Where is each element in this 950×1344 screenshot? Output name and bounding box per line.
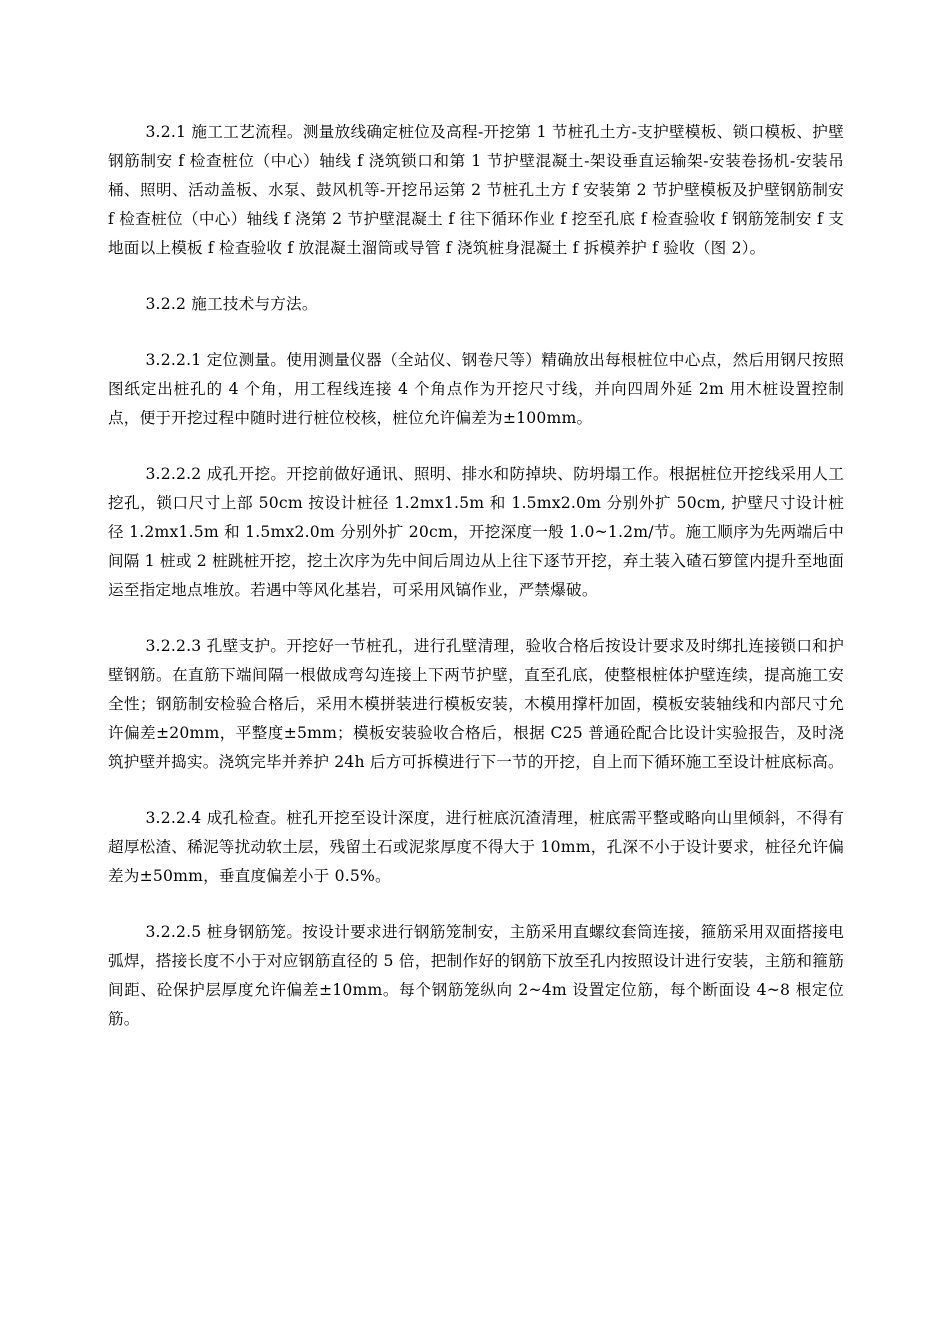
paragraph-3-2-2-heading: 3.2.2 施工技术与方法。 <box>145 295 318 313</box>
paragraph-3-2-2-4-hole-inspection: 3.2.2.4 成孔检查。桩孔开挖至设计深度，进行桩底沉渣清理，桩底需平整或略向山里倾斜，不得有超厚松渣、稀泥等扰动软土层，残留土石或泥浆厚度不得大于 10mm，孔深不小于设计要求，桩径允许偏差为±50mm，垂直度偏差小于 0.5%。 <box>108 809 844 885</box>
paragraph-3-2-2-5-rebar-cage: 3.2.2.5 桩身钢筋笼。按设计要求进行钢筋笼制安，主筋采用直螺纹套筒连接，箍筋采用双面搭接电弧焊，搭接长度不小于对应钢筋直径的 5 倍，把制作好的钢筋下放至孔内按照设计进行安装，主筋和箍筋间距、砼保护层厚度允许偏差±10mm。每个钢筋笼纵向 2~4m 设置定位筋，每个断面设 4~8 根定位筋。 <box>108 923 844 1028</box>
paragraph-3-2-2-3-wall-support: 3.2.2.3 孔壁支护。开挖好一节桩孔，进行孔壁清理，验收合格后按设计要求及时绑扎连接锁口和护壁钢筋。在直筋下端间隔一根做成弯勾连接上下两节护壁，直至孔底，使整根桩体护壁连续，提高施工安全性；钢筋制安检验合格后，采用木模拼装进行模板安装，木模用撑杆加固，模板安装轴线和内部尺寸允许偏差±20mm，平整度±5mm；模板安装验收合格后，根据 C25 普通砼配合比设计实验报告，及时浇筑护壁并捣实。浇筑完毕并养护 24h 后方可拆模进行下一节的开挖，自上而下循环施工至设计桩底标高。 <box>108 637 844 771</box>
document-body <box>108 118 844 1061</box>
paragraph-3-2-1-process-flow: 3.2.1 施工工艺流程。测量放线确定桩位及高程-开挖第 1 节桩孔土方-支护壁模板、锁口模板、护壁钢筋制安 f 检查桩位（中心）轴线 f 浇筑锁口和第 1 节护壁混凝土-架设垂直运输架-安装卷扬机-安装吊桶、照明、活动盖板、水泵、鼓风机等-开挖吊运第 2 节桩孔土方 f 安装第 2 节护壁模板及护壁钢筋制安 f 检查桩位（中心）轴线 f 浇第 2 节护壁混凝土 f 往下循环作业 f 挖至孔底 f 检查验收 f 钢筋笼制安 f 支地面以上模板 f 检查验收 f 放混凝土溜筒或导管 f 浇筑桩身混凝土 f 拆模养护 f 验收（图 2）。 <box>108 123 844 257</box>
paragraph-3-2-2-1-positioning: 3.2.2.1 定位测量。使用测量仪器（全站仪、钢卷尺等）精确放出每根桩位中心点，然后用钢尺按照图纸定出桩孔的 4 个角，用工程线连接 4 个角点作为开挖尺寸线，并向四周外延 2m 用木桩设置控制点，便于开挖过程中随时进行桩位校核，桩位允许偏差为±100mm。 <box>108 351 844 427</box>
paragraph-3-2-2-2-excavation: 3.2.2.2 成孔开挖。开挖前做好通讯、照明、排水和防掉块、防坍塌工作。根据桩位开挖线采用人工挖孔，锁口尺寸上部 50cm 按设计桩径 1.2mx1.5m 和 1.5mx2.0m 分别外扩 50cm, 护壁尺寸设计桩径 1.2mx1.5m 和 1.5mx2.0m 分别外扩 20cm，开挖深度一般 1.0~1.2m/节。施工顺序为先两端后中间隔 1 桩或 2 桩跳桩开挖，挖土次序为先中间后周边从上往下逐节开挖，弃土装入碴石箩筐内提升至地面运至指定地点堆放。若遇中等风化基岩，可采用风镐作业，严禁爆破。 <box>108 465 844 599</box>
